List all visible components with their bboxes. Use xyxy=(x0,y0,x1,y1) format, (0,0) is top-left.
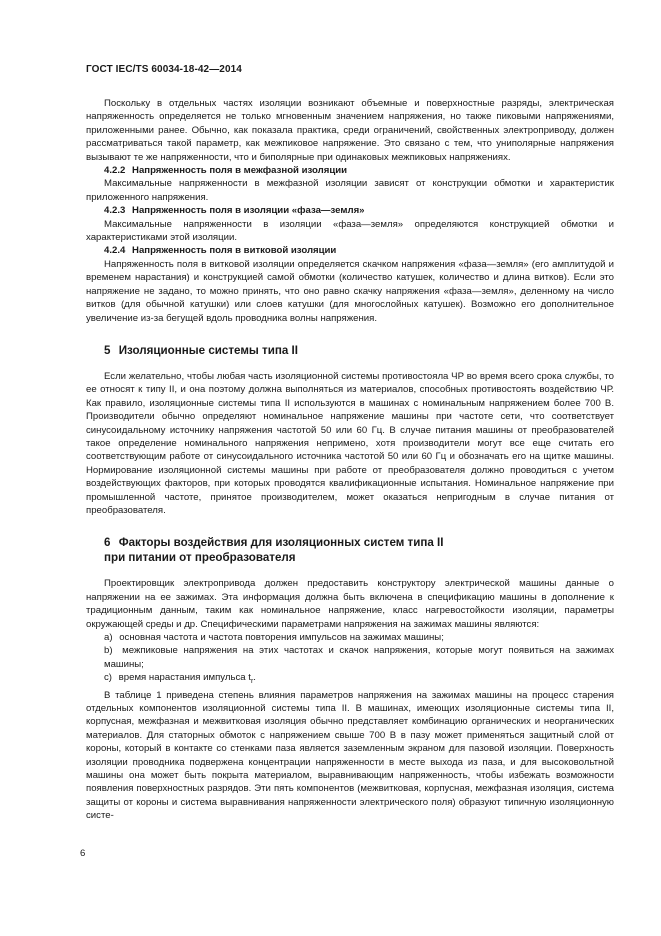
section-title-line1: Факторы воздействия для изоляционных систем типа II xyxy=(118,536,444,550)
subsection-title: Напряженность поля в витковой изоляции xyxy=(132,245,337,257)
list-item xyxy=(86,671,614,688)
section-number: 5 xyxy=(104,343,111,357)
section-6-heading xyxy=(86,535,614,565)
section-title-line2: при питании от преобразователя xyxy=(104,551,296,565)
list-marker: c) xyxy=(104,672,112,684)
list-item-text: основная частота и частота повторения импульсов на зажимах машины; xyxy=(119,632,444,643)
subsection-4-2-3-heading xyxy=(86,204,614,217)
subsection-number: 4.2.4 xyxy=(104,245,126,257)
subsection-4-2-2-text: Максимальные напряженности в межфазной изоляции зависят от конструкции обмотки и характеристик приложенного напряжения. xyxy=(86,178,614,203)
subscript: r xyxy=(250,678,254,686)
list-item-text: время нарастания импульса t xyxy=(118,672,251,684)
section-5-heading xyxy=(86,343,614,358)
section-5-text: Если желательно, чтобы любая часть изоляционной системы противостояла ЧР во время всего срока службы, то ее относят к типу II, и она поэтому должна выполняться из материалов, способных противостоять воздействию ЧР. Как правило, изоляционные системы типа II используются в машинах с номинальным напряжением более 700 В. Производители обычно определяют номинальное напряжение машины при частоте сети, что соответствует синусоидальному источнику напряжения частотой 50 или 60 Гц. В случае питания машины от преобразователей такое определение номинального напряжения непримено, хотя производители могут все еще считать его соответствующим работе от синусоидального источника частотой 50 или 60 Гц и обозначать его на щитке машины. Нормирование изоляционной системы машины при работе от преобразователя должно проводиться с учетом воздействующих факторов, при которых проводятся квалификационные испытания. Номинальное напряжение при промышленной частоте, принятое производителем, может оказаться непригодным в случае питания от преобразователя. xyxy=(86,370,614,516)
intro-paragraph: Поскольку в отдельных частях изоляции возникают объемные и поверхностные разряды, электрическая напряженность определяется не только мгновенным значением напряжения, но также пиковыми напряжениями, приложенными ранее. Обычно, как показала практика, среди ограничений, свойственных электроприводу, должен рассматриваться такой параметр, как межпиковое напряжение. Это связано с тем, что униполярные напряжения вызывают те же напряженности, что и биполярные при одинаковых межпиковых напряжениях. xyxy=(86,98,614,163)
section-6-para2: В таблице 1 приведена степень влияния параметров напряжения на зажимах машины на процесс старения отдельных компонентов изоляционной системы типа II. В машинах, имеющих изоляционные системы типа II, корпусная, межфазная и межвитковая изоляция обычно представляет комбинацию органических и неорганических материалов. Для статорных обмоток с напряжением свыше 700 В в пазу может применяться защитный слой от короны, который в контакте со стенками паза является заземленным экраном для пазовой изоляции. Поверхность изоляции проводника подвержена концентрации напряженности в месте выхода из паза, и для высоковольтной машины она может быть покрыта материалом, выравнивающим напряженность, чтобы избежать возможности появления поверхностных разрядов. Эти пять компонентов (межвитковая, корпусная, межфазная изоляция, система защиты от короны и система выравнивания напряженности электрического поля) образуют типичную изоляционную систе- xyxy=(86,689,614,822)
list-item xyxy=(86,631,614,644)
subsection-title: Напряженность поля в межфазной изоляции xyxy=(132,165,348,177)
document-page xyxy=(86,64,614,823)
subsection-4-2-4-text: Напряженность поля в витковой изоляции определяется скачком напряжения «фаза—земля» (его амплитудой и временем нарастания) и конструкцией самой обмотки (количество катушек, количество и длина витков). Если это напряжение не задано, то можно принять, что оно равно скачку напряжения «фаза—земля», деленному на число витков (для обычной катушки) или слоев катушки (для многослойных катушек). Возможно его дополнительное увеличение из-за бегущей вдоль проводника волны напряжения. xyxy=(86,258,614,324)
section-title: Изоляционные системы типа II xyxy=(118,343,298,357)
subsection-title: Напряженность поля в изоляции «фаза—земля» xyxy=(132,205,365,217)
list-marker: b) xyxy=(104,645,113,657)
subsection-number: 4.2.3 xyxy=(104,205,126,217)
subsection-4-2-4-heading xyxy=(86,244,614,257)
document-header: ГОСТ IEC/TS 60034-18-42—2014 xyxy=(86,64,242,75)
list-item-text: межпиковые напряжения на этих частотах и скачок напряжения, которые могут появиться на зажимах машины; xyxy=(104,645,614,670)
list-item xyxy=(86,644,614,671)
subsection-4-2-2-heading xyxy=(86,164,614,177)
list-marker: a) xyxy=(104,632,113,643)
page-number: 6 xyxy=(80,848,86,859)
list-item-end: . xyxy=(253,672,256,684)
subsection-number: 4.2.2 xyxy=(104,165,126,177)
section-6-para1: Проектировщик электропривода должен предоставить конструктору электрической машины данные о напряжении на ее зажимах. Эта информация должна быть включена в спецификацию машины в дополнение к традиционным данным, таким как номинальное напряжение, класс нагревостойкости изоляции, параметры окружающей среды и др. Специфическими параметрами напряжения на зажимах машины являются: xyxy=(86,578,614,630)
subsection-4-2-3-text: Максимальные напряженности в изоляции «фаза—земля» определяются конструкцией обмотки и характеристиками этой изоляции. xyxy=(86,218,614,244)
section-number: 6 xyxy=(104,536,111,550)
